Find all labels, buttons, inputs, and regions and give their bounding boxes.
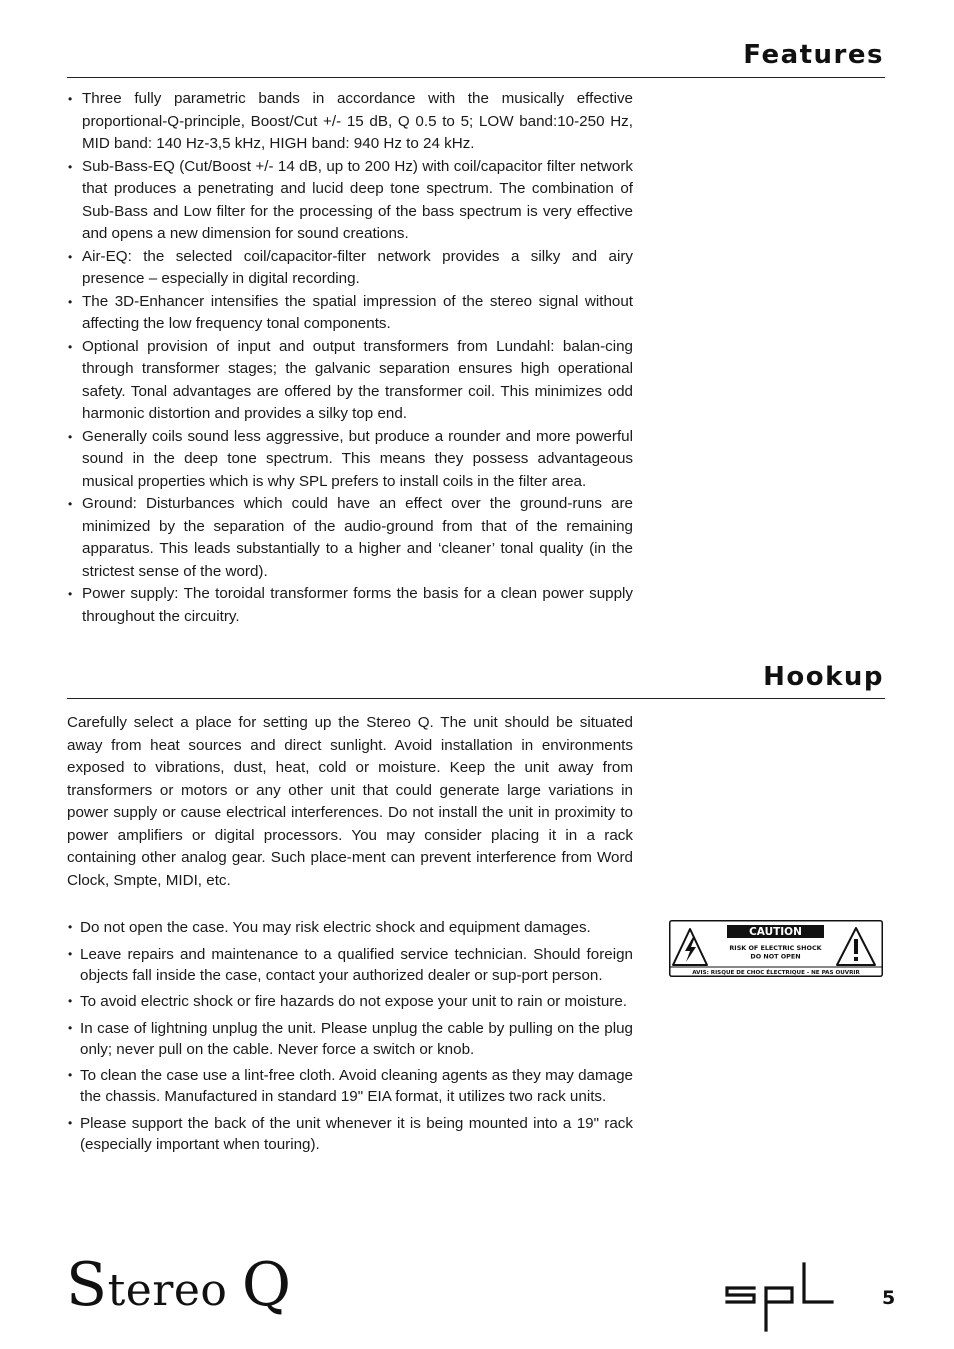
logo-initial: S [66,1250,108,1320]
features-item: • Optional provision of input and output transformers from Lundahl: balan-cing through transformer stages; the galvanic separation ensures high operational safety. Tonal advantages are offered by the transformer coil. This minimizes odd harmonic distortion and provides a silky top end. [67,336,633,426]
safety-item: • To clean the case use a lint-free cloth. Avoid cleaning agents as they may damage the chassis. Manufactured in standard 19" EIA format, it utilizes two rack units. [67,1065,633,1107]
features-list-container [67,88,633,628]
safety-item: • Please support the back of the unit whenever it is being mounted into a 19" rack (especially important when touring). [67,1113,633,1155]
logo-word: tereo [107,1265,228,1316]
caution-line-2: DO NOT OPEN [750,952,801,961]
caution-footer: AVIS: RISQUE DE CHOC ÉLECTRIQUE - NE PAS OUVRIR [692,970,860,976]
features-item: • Sub-Bass-EQ (Cut/Boost +/- 14 dB, up to 200 Hz) with coil/capacitor filter network that produces a penetrating and lucid deep tone spectrum. The combination of Sub-Bass and Low filter for the processing of the bass spectrum is very effective and opens a new dimension for sound creations. [67,156,633,246]
hookup-safety-list [67,917,633,1155]
caution-heading: CAUTION [749,926,802,938]
features-item: • Air-EQ: the selected coil/capacitor-filter network provides a silky and airy presence – especially in digital recording. [67,246,633,291]
features-list [67,88,633,628]
page-number: 5 [882,1287,896,1309]
hookup-intro-paragraph: Carefully select a place for setting up the Stereo Q. The unit should be situated away from heat sources and direct sunlight. Avoid installation in environments exposed to vibrations, dust, heat, cold or moisture. Keep the unit away from transformers or motors or any other unit that could generate large variations in power supply or cause electrical interferences. Do not install the unit in proximity to power amplifiers or digital processors. You may consider placing it in a rack containing other analog gear. Such place-ment can prevent interference from Word Clock, Smpte, MIDI, etc. [67,714,633,889]
features-item: • Power supply: The toroidal transformer forms the basis for a clean power supply throughout the circuitry. [67,583,633,628]
safety-item: • Leave repairs and maintenance to a qualified service technician. Should foreign objects fall inside the case, contact your authorized dealer or sup-port person. [67,944,633,986]
logo-q: Q [241,1250,292,1320]
hookup-heading: Hookup [763,662,884,692]
caution-line-1: RISK OF ELECTRIC SHOCK [729,944,822,952]
features-item: • The 3D-Enhancer intensifies the spatial impression of the stereo signal without affecting the low frequency tonal components. [67,291,633,336]
hookup-safety-container [67,917,633,1160]
features-item: • Three fully parametric bands in accordance with the musically effective proportional-Q-principle, Boost/Cut +/- 15 dB, Q 0.5 to 5; LOW band:10-250 Hz, MID band: 140 Hz-3,5 kHz, HIGH band: 940 Hz to 24 kHz. [67,88,633,156]
caution-label [669,920,883,977]
spl-logo [724,1262,836,1332]
features-divider [67,77,885,78]
hookup-divider [67,698,885,699]
safety-item: • In case of lightning unplug the unit. Please unplug the cable by pulling on the plug only; never pull on the cable. Never force a switch or knob. [67,1018,633,1060]
features-item: • Ground: Disturbances which could have an effect over the ground-runs are minimized by the separation of the audio-ground from that of the remaining apparatus. This leads substantially to a higher and ‘cleaner’ tonal quality (in the strictest sense of the word). [67,493,633,583]
safety-item: • Do not open the case. You may risk electric shock and equipment damages. [67,917,633,938]
features-item: • Generally coils sound less aggressive, but produce a rounder and more powerful sound in the deep tone spectrum. This means they possess advantageous musical properties which is why SPL prefers to install coils in the filter area. [67,426,633,494]
safety-item: • To avoid electric shock or fire hazards do not expose your unit to rain or moisture. [67,991,633,1012]
stereo-q-logo [66,1250,292,1320]
hookup-intro-container [67,712,633,892]
features-heading: Features [743,40,884,70]
